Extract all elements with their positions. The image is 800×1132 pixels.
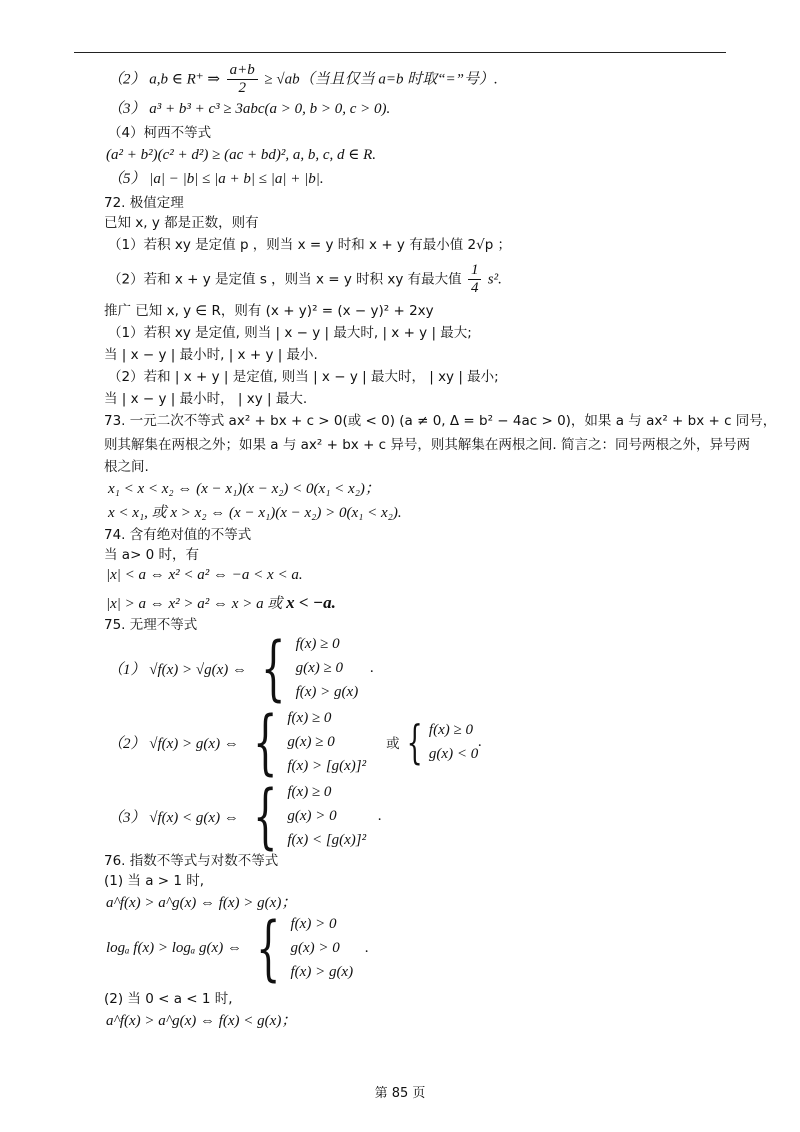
line-text: s². [487, 271, 502, 288]
section-73-line1: 73. 一元二次不等式 ax² + bx + c > 0(或 < 0) (a ≠ 0, Δ = b² − 4ac > 0)，如果 a 与 ax² + bx + c 同号， [104, 413, 777, 429]
fraction-denominator: 2 [238, 80, 246, 96]
system-rows [287, 706, 366, 778]
system-row: f(x) > g(x) [295, 684, 359, 700]
section-72-intro: 已知 x, y 都是正数，则有 [104, 215, 259, 231]
line-text: |x| > a ⇔ x² > a² ⇔ x > a 或 [106, 596, 283, 612]
header-rule [74, 52, 726, 53]
left-brace-icon: { [252, 701, 278, 783]
system-row: g(x) ≥ 0 [295, 660, 343, 676]
system-end: . [370, 659, 374, 676]
generalization-2: （2）若和 | x + y | 是定值, 则当 | x − y | 最大时， | xy | 最小; [108, 369, 499, 385]
exp-inequality-1: a^f(x) > a^g(x) ⇔ f(x) > g(x)； [106, 895, 297, 911]
section-76-heading: 76. 指数不等式与对数不等式 [104, 853, 279, 869]
or-connector: 或 [386, 736, 400, 752]
system-row: f(x) ≥ 0 [287, 784, 332, 800]
fraction-numerator: a+b [227, 62, 258, 80]
system-label: （2） √f(x) > g(x) ⇔ [108, 735, 239, 752]
system-row: f(x) > 0 [290, 916, 337, 932]
left-brace-icon: { [255, 907, 281, 989]
cauchy-heading: （4）柯西不等式 [108, 125, 212, 141]
cauchy-inequality: (a² + b²)(c² + d²) ≥ (ac + bd)², a, b, c, d ∈ R. [106, 147, 377, 163]
irrational-system-1 [108, 627, 374, 709]
system-end: . [478, 733, 482, 750]
generalization-1b: 当 | x − y | 最小时, | x + y | 最小. [104, 347, 318, 363]
case-a-greater-1: (1) 当 a > 1 时, [104, 873, 205, 889]
extremum-product-max [108, 262, 502, 297]
fraction [227, 62, 258, 97]
case-a-between-0-1: (2) 当 0 < a < 1 时, [104, 991, 233, 1007]
left-brace-icon: { [261, 627, 286, 709]
generalization-2b: 当 | x − y | 最小时， | xy | 最大. [104, 391, 308, 407]
generalization: 推广 已知 x, y ∈ R，则有 (x + y)² = (x − y)² + 2xy [104, 303, 434, 319]
system-end: . [378, 807, 382, 824]
roots-outside: x < x₁, 或 x > x₂ ⇔ (x − x₁)(x − x₂) > 0(x₁ < x₂). [108, 505, 402, 521]
inequality-am-gm [108, 62, 498, 97]
section-73-line3: 根之间. [104, 459, 149, 475]
fraction [468, 262, 482, 297]
system-rows [429, 718, 478, 766]
roots-inside: x₁ < x < x₂ ⇔ (x − x₁)(x − x₂) < 0(x₁ < x₂)； [108, 481, 380, 497]
system-rows [291, 912, 354, 984]
abs-less-than: |x| < a ⇔ x² < a² ⇔ −a < x < a. [106, 567, 303, 583]
generalization-1: （1）若积 xy 是定值, 则当 | x − y | 最大时, | x + y | 最大; [108, 325, 472, 341]
exp-inequality-2: a^f(x) > a^g(x) ⇔ f(x) < g(x)； [106, 1013, 297, 1029]
system-end: . [365, 939, 369, 956]
system-row: g(x) > 0 [287, 808, 337, 824]
left-brace-icon: { [252, 775, 278, 857]
section-72-heading: 72. 极值定理 [104, 195, 184, 211]
page-number: 第 85 页 [374, 1086, 426, 1101]
line-text: x < −a. [286, 593, 336, 612]
section-73-line2: 则其解集在两根之外；如果 a 与 ax² + bx + c 异号，则其解集在两根之间. 简言之：同号两根之外，异号两 [104, 437, 750, 453]
line-text: ≥ √ab（当且仅当 a=b 时取“=”号）. [264, 71, 498, 88]
section-74-heading: 74. 含有绝对值的不等式 [104, 527, 252, 543]
irrational-system-2 [108, 701, 482, 783]
system-row: f(x) ≥ 0 [428, 722, 473, 738]
system-rows [287, 780, 366, 852]
system-label: （3） √f(x) < g(x) ⇔ [108, 809, 239, 826]
system-row: f(x) < [g(x)]² [287, 832, 367, 848]
log-system [106, 907, 369, 989]
section-75-heading: 75. 无理不等式 [104, 617, 198, 633]
system-rows [296, 632, 359, 704]
system-row: f(x) ≥ 0 [295, 636, 340, 652]
system-row: g(x) ≥ 0 [287, 734, 335, 750]
irrational-system-3 [108, 775, 382, 857]
system-row: g(x) < 0 [428, 746, 479, 762]
extremum-sum-min: （1）若积 xy 是定值 p ，则当 x = y 时和 x + y 有最小值 2√p ； [108, 237, 512, 253]
line-text: （2） a,b ∈ R⁺ ⇒ [108, 71, 221, 88]
section-74-intro: 当 a> 0 时，有 [104, 547, 200, 563]
system-row: f(x) > g(x) [290, 964, 354, 980]
system-row: g(x) > 0 [290, 940, 340, 956]
line-text: （2）若和 x + y 是定值 s ，则当 x = y 时积 xy 有最大值 [108, 271, 462, 288]
fraction-numerator: 1 [468, 262, 482, 280]
system-label: logₐ f(x) > logₐ g(x) ⇔ [106, 939, 242, 956]
fraction-denominator: 4 [470, 280, 479, 296]
abs-greater-than [106, 594, 336, 613]
system-label: （1） √f(x) > √g(x) ⇔ [108, 661, 248, 678]
system-row: f(x) > [g(x)]² [287, 758, 367, 774]
inequality-cubes: （3） a³ + b³ + c³ ≥ 3abc(a > 0, b > 0, c > 0). [108, 101, 391, 117]
left-brace-icon: { [406, 715, 423, 769]
system-row: f(x) ≥ 0 [287, 710, 332, 726]
triangle-inequality: （5） |a| − |b| ≤ |a + b| ≤ |a| + |b|. [108, 171, 324, 187]
